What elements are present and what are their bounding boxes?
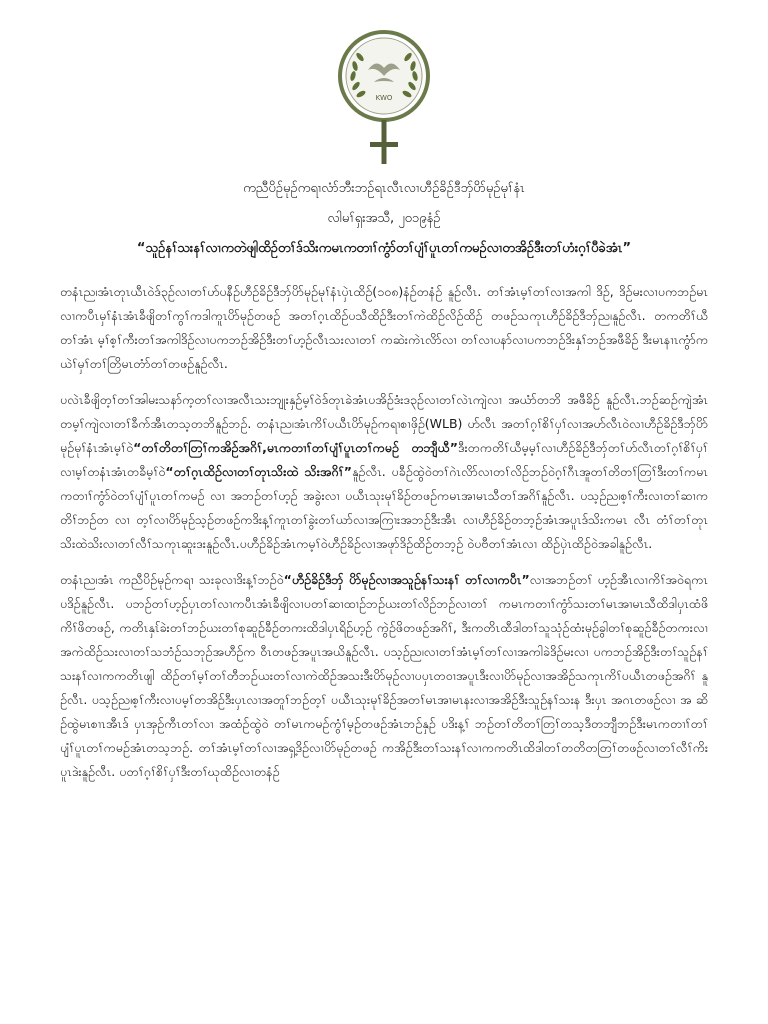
document-date: လါမၢ်ရှးအသီ, ၂၀၁၉နံဉ် <box>327 211 441 226</box>
paragraph-2-bold-1: “တၢ်တိတၢ်တြၢ်ကအိဉ်အဂိၢ်,မၤကတၢၢ်တၢ်ပျံၢ်ပူၤတၢ်ကမဉ် တဘျီယီ” <box>133 440 458 455</box>
paragraph-3 <box>60 568 708 784</box>
paragraph-2-part-3: နူဉ်လီၤ. ပခီဉ်ထွဲဝဲတၢ်ဂဲၤလိာ်လၢတၢ်လိဉ်ဘဉ်ဝဲဂ့ၢ်ဂီၤအူတၢ်တိတၢ်တြၢ်ဒီးတၢ်ကမၤကတၢၢ်ကွံာ်ဝဲတၢ်ပျံၢ်ပူၤတၢ်ကမဉ် လၢ အဘဉ်တၢ်ဟ့ဉ် အခွဲးလၢ ပယီၤသုးမုၢ်ခိဉ်တဖဉ်ကမၤအၢမၤသီတၢ်အဂိၢ်နူဉ်လီၤ. ပသ့ဉ်ည၊စ့ၢ်ကီးလၢတၢ်ဆၢကတိၢ်ဘဉ်တ လၢ တ့ၢ်လၢပိာ်မုဉ်သ့ဉ်တဖဉ်ကဒိးန့ၢ်ကူၤတၢ်ခွဲးတၢ်ယာ်လၢအကြၢးအဘဉ်ဒီးအီၤ လၢဟီဉ်ခိဉ်တဘ့ဉ်အံၤအပူၤဒ်သိးကမၤ လီၤ တံၢ်တၢ်တုၤသိးထဲသိးလၢတၢ်လီၢ်သကုၤဆူးဒးနူဉ်လီၤ.ပဟီဉ်ခိဉ်အံၤကမ့ၢ်ဝဲဟီဉ်ခိဉ်လၢအဖုာ်ဒိဉ်ထိဉ်တဘ့ဉ် ဝဲပဗီတၢ်အံၤလၢ ထိဉ်ပှဲၤထိဉ်ဝဲအခါနူဉ်လီၤ. <box>60 464 708 551</box>
statement-title: “သူဉ်နၢ်သးနၢ်လၢကတဲဖျါထိဉ်တၢ်ဒ်သိးကမၤကတၢၢ်ကွံာ်တၢ်ပျံၢ်ပူၤတၢ်ကမဉ်လၢတအိဉ်ဒီးတၢ်ဟံးဂ့ၢ်ပီခဲအံၤ” <box>136 241 632 256</box>
paragraph-2-part-1: ပလဲၤခီဖျိတ့ၢ်တၢ်အါမးသနာ်က့တၢ်လၢအလီၤသးဘျုးနှဉ်မ့ၢ်ဝဲဒ်တုၤခဲအံၤပအိဉ်ဒံးဒ၃ဉ်လၢတၢ်လဲၤကျဲလၢ အယံာ်တဘိ အဖီခိဉ် နူဉ်လီၤ.ဘဉ်ဆဉ်ကျဲအံၤတမ့ၢ်ကျဲလၢတၢ်ခီက်အီၤတသ့တဘိနူဉ်ဘဉ်. တနံၤည၊အံၤကိၢ်ပယီၤပိာ်မုဉ်ကရၢစၢဖှိဉ်(WLB) ဟ်လီၤ အတၢ်ဂ့ၢ်စိၢ်ပှၢ်လၢအဟ်လီၤဝဲလၢဟီဉ်ခိဉ်ဒီဘှ်ပိာ်မုဉ်မုၢ်နံၤအံၤမ့ၢ်ဝဲ <box>60 392 708 455</box>
statement-body <box>60 280 708 796</box>
paragraph-3-part-2: လၢအဘဉ်တၢ် ဟ့ဉ်အီၤလၢကိၢ်အဝဲရကၤပဒိဉ်နူဉ်လီၤ. ပဘဉ်တၢ်ဟ့ဉ်ပှၤတၢ်လၢကပီၤအံၤခီဖျိလၢပတၢ်ဆၢထၢဉ်ဘဉ်ယးတၢ်လိဉ်ဘဉ်လၢတၢ် ကမၤကတၢၢ်ကွံာ်သးတၢ်မၤအၢမၤသီထိဒါပှၤထံဖိကိၢ်ဖိတဖဉ်, ကတိၤနှၤ်ခဲးတၢ်ဘဉ်ယးတၢ်စုဆူဉ်ခီဉ်တကးထိဒါပှၤရိဉ်ဟ့ဉ် ကွဲဉ်ဖိတဖဉ်အဂိၢ်, ဒီးကတိၤထီဒါတၢ်သူသုံဉ်ထံးမုဉ်ခွါတၢ်စုဆူဉ်ခီဉ်တကးလၢအကဲထိဉ်သးလၢတၢ်သဘံဉ်သဘုဉ်အဟီဉ်က ဝီၤတဖဉ်အပူၤအယိနူဉ်လီၤ. ပသ့ဉ်ည၊လၢတၢ်အံၤမ့ၢ်တၢ်လၢအကါခဲဒိဉ်မးလၢ ပကဘဉ်အိဉ်ဒီးတၢ်သူဉ်နၢ်သးနၢ်လၢကကတိၤဖျါ ထိဉ်တၢ်မ့ၢ်တၢ်တီဘဉ်ယးတၢ်လၢကဲထိဉ်အသးဒီးပိာ်မုဉ်လၢပပှၤတဝၢအပူၤဒီးလၢပိာ်မုဉ်လၢအအိဉ်သကုၤကိၢ်ပယီၤတဖဉ်အဂိၢ် နူဉ်လီၤ. ပသ့ဉ်ည၊စ့ၢ်ကီးလၢပမ့ၢ်တအိဉ်ဒီးပှၤလၢအတူၢ်ဘဉ်တ့ၢ် ပယီၤသုးမုၢ်ခိဉ်အတၢ်မၤအၢမၤနးလၢအအိဉ်ဒီးသူဉ်နၢ်သးန ဒီးပှၤ အဂၤတဖဉ်လၢ အ ဆိဉ်ထွဲမၤစၢၤအီၤဒ် ပှၤအှဉ်ကီၤတၢ်လၢ အထံဉ်ထွဲဝဲ တၢ်မၤကမဉ်ကွံၢ်မ့ဉ်တဖဉ်အံၤဘဉ်နှဉ် ပဒိးန့ၢ် ဘဉ်တၢ်တိတၢ်တြၢ်တသ့ဒီတဘျီဘဉ်ဒီးမၤကတၢၢ်တၢ်ပျံၢ်ပူၤတၢ်ကမဉ်အံၤတသ့ဘဉ်. တၢ်အံၤမ့ၢ်တၢ်လၢအရှ့ဒိဉ်လၢပိာ်မုဉ်တဖဉ် ကအိဉ်ဒီးတၢ်သးနၢ်လၢကကတိၤထိဒါတၢ်တတိတတြၢ်တဖဉ်လၢတၢ်လီၢ်ကိးပူၤဒဲးနူဉ်လီၤ. ပတၢ်ဂ့ၢ်စိၢ်ပှၢ်ဒီးတၢ်ဃုထိဉ်လၢတနံဉ် <box>60 572 708 779</box>
paragraph-1: တနံၤည၊အံၤတုၤယီၤဝဲဒ်၃ဉ်လၢတၢ်ဟ်ပနီဉ်ဟီဉ်ခိဉ်ဒီဘှ်ပိာ်မုဉ်မုၢ်နံၤပှဲၤထိဉ်(၁၀၈)နံဉ်တနံဉ် နူဉ်လီၤ. တၢ်အံၤမ့ၢ်တၢ်လၢအကါ ဒိဉ်, ဒိဉ်မးလၢပကဘဉ်မၤလၢကပီၤမှၢ်နံၤအံၤခီဖျိတၢ်ကွၢ်ကဒါကူၤပိာ်မုဉ်တဖဉ် အတၢ်ဂ့ၤထိဉ်ပသီထိဉ်ဒီးတၢ်ကဲထိဉ်လိဉ်ထိဉ် တဖဉ်သကုၤဟီဉ်ခိဉ်ဒီဘှ်ည၊နူဉ်လီၤ. တကတိၢ်ယီတၢ်အံၤ မ့ၢ်စ့ၢ်ကီးတၢ်အကါဒိဉ်လၢပကဘဉ်အိဉ်ဒီးတၢ်ဟ့ဉ်လီၤသးလၢတၢ် ကဆဲးကဲၤလိာ်လၢ တၢ်လၢပနာ်လၢပကဘဉ်ဒိးနှၢ်ဘဉ်အဖီခိဉ် ဒီးမၤနၢၤကွံာ်ကယဲၢ်မှၢ်တၢ်တြိမၤတံာ်တၢ်တဖဉ်နူဉ်လီၤ. <box>60 284 708 371</box>
organization-name: ကညီပိဉ်မုဉ်ကရၢလံာ်ဘီးဘဉ်ရၤလီၤလၢဟီဉ်ခိဉ်ဒီဘှ်ပိာ်မုဉ်မုၢ်နံၤ <box>243 181 525 196</box>
kwo-logo <box>334 28 434 168</box>
paragraph-2-bold-2: “တၢ်ဂ့ၤထိဉ်လၢတၢ်တုၤသိးထဲ သိးအဂိၢ်” <box>165 464 352 479</box>
logo-text: KWO <box>375 94 393 102</box>
paragraph-3-part-1: တနံၤည၊အံၤ ကညီပိဉ်မုဉ်ကရၢ သးခုလၢဒိးန့ၢ်ဘဉ်ဝဲ <box>60 572 284 587</box>
paragraph-2 <box>60 388 708 556</box>
kwo-emblem-icon <box>334 28 434 168</box>
female-symbol-crossbar <box>370 142 398 147</box>
paragraph-3-bold-1: “ဟီဉ်ခိဉ်ဒီဘှ် ပိာ်မုဉ်လၢအသူဉ်နၢ်သးနၢ် တၢ်လၢကပီၤ” <box>283 572 530 587</box>
paragraph-2-part-2: ဒီးတကတိၢ်ယီမ့မ့ၢ်လၢဟီဉ်ခိဉ်ဒီဘှ်တၢ်ဟ်လီၤတၢ်ဂ့ၢ်စိၢ်ပှၢ်လၢမ့ၢ်တနံၤအံၤတခီမ့ၢ်ဝဲ <box>60 440 708 479</box>
